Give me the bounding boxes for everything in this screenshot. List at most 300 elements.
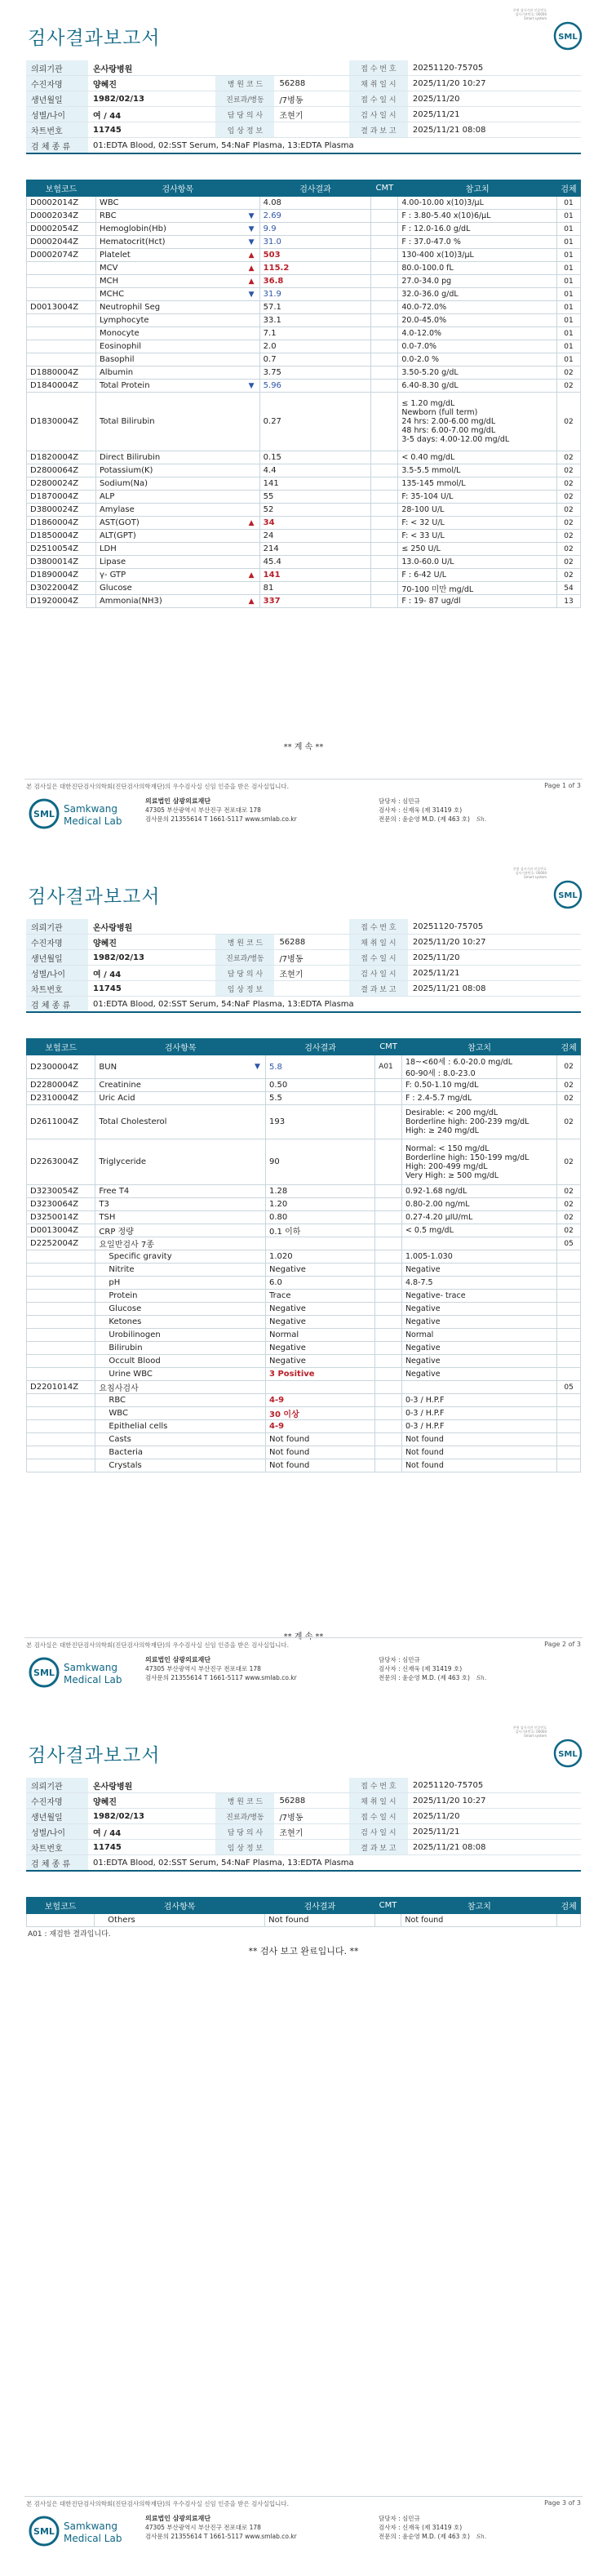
result-row: [27, 556, 581, 569]
test-item: 요침사검사: [95, 1381, 266, 1394]
test-item: WBC: [95, 197, 259, 210]
lab-address: [145, 1655, 297, 1682]
result-row: [27, 1250, 581, 1264]
test-item: Specific gravity: [95, 1250, 266, 1264]
insurance-code: D1820004Z: [27, 451, 96, 464]
test-item: MCV: [95, 262, 259, 275]
info-value-chart: 11745: [88, 122, 215, 138]
info-label: 임 상 정 보: [215, 981, 274, 997]
column-header: 검사결과: [259, 180, 371, 197]
insurance-code: D0013004Z: [27, 1224, 95, 1237]
insurance-code: D1850004Z: [27, 530, 96, 543]
insurance-code: D2800064Z: [27, 464, 96, 477]
certification-line: 본원 검사기관 인증번호: [512, 1725, 547, 1730]
info-label: 결 과 보 고: [349, 1840, 408, 1855]
reference-range: 3.5-5.5 mmol/L: [398, 464, 557, 477]
comment-code: [371, 275, 398, 288]
comment-code: [371, 301, 398, 314]
test-item: Direct Bilirubin: [95, 451, 259, 464]
info-value-clinical: [274, 122, 348, 138]
reference-range: Normal: < 150 mg/dL Borderline high: 150-199 mg/dL High: 200-499 mg/dL Very High: ≥ 500 mg/dL: [401, 1139, 556, 1185]
result-row: [27, 1139, 581, 1185]
test-result: [266, 1290, 375, 1303]
comment-code: [375, 1459, 402, 1472]
result-value: Negative: [269, 1265, 306, 1274]
insurance-code: D1830004Z: [27, 393, 96, 451]
column-header: 검사항목: [95, 1898, 265, 1914]
insurance-code: [27, 1264, 95, 1277]
result-value: Not found: [269, 1461, 310, 1470]
result-value: 0.15: [263, 453, 281, 462]
result-value: 30 이상: [269, 1410, 299, 1419]
insurance-code: D3250014Z: [27, 1211, 95, 1224]
info-value-collect: 2025/11/20 10:27: [408, 935, 581, 950]
comment-code: [375, 1342, 402, 1355]
lab-name: 의료법인 삼광의료재단: [145, 2515, 211, 2522]
reference-range: Negative: [401, 1303, 556, 1316]
test-result: [248, 380, 371, 393]
test-result: [266, 1105, 375, 1139]
staff-tester: 검사자 : 신재욱 (제 31419 호): [379, 2524, 463, 2531]
test-result: [259, 393, 371, 451]
reference-range: 6.40-8.30 g/dL: [398, 380, 557, 393]
result-value: Negative: [269, 1357, 306, 1366]
certification-note: 본 검사실은 대한진단검사의학회(진단검사의학재단)의 우수검사실 신임 인증을 받은 검사실입니다.: [26, 2500, 289, 2507]
comment-code: [371, 569, 398, 582]
info-label: 검 체 종 류: [26, 138, 88, 154]
high-arrow-icon: ▲: [248, 518, 255, 527]
test-result: [266, 1139, 375, 1185]
info-row: [26, 1824, 581, 1840]
test-item: Potassium(K): [95, 464, 259, 477]
reference-range: 0-3 / H.P.F: [401, 1420, 556, 1433]
test-result: [266, 1433, 375, 1446]
test-result: [248, 595, 371, 608]
result-value: 3 Positive: [269, 1370, 315, 1379]
result-row: [27, 1368, 581, 1381]
info-value-empty: [274, 919, 348, 935]
staff-tester: 검사자 : 신재욱 (제 31419 호): [379, 1665, 463, 1672]
comment-code: [371, 451, 398, 464]
test-result: [259, 197, 371, 210]
insurance-code: D0002054Z: [27, 223, 96, 236]
reference-range: Not found: [401, 1446, 556, 1459]
specimen-code: 02: [556, 517, 580, 530]
column-header: 검사항목: [95, 180, 259, 197]
test-result: [266, 1407, 375, 1420]
result-value: 52: [263, 505, 274, 514]
specimen-code: 02: [556, 556, 580, 569]
result-value: 1.28: [269, 1187, 288, 1196]
reference-range: 40.0-72.0%: [398, 301, 557, 314]
comment-code: [375, 1381, 402, 1394]
sml-circle-logo-icon: [553, 880, 583, 909]
insurance-code: D3800024Z: [27, 504, 96, 517]
info-value-patient: 양혜진: [88, 76, 215, 91]
test-result: [266, 1355, 375, 1368]
info-label: 접 수 일 시: [349, 1809, 408, 1824]
info-label: 결 과 보 고: [349, 122, 408, 138]
result-value: 0.80: [269, 1213, 288, 1222]
info-label: 검 사 일 시: [349, 107, 408, 122]
staff-signatures: [379, 1655, 486, 1682]
reference-range: 0.92-1.68 ng/dL: [401, 1185, 556, 1198]
info-label: 담 당 의 사: [215, 1824, 274, 1840]
reference-range: Negative: [401, 1355, 556, 1368]
comment-code: [375, 1185, 402, 1198]
result-value: 6.0: [269, 1278, 282, 1287]
insurance-code: D2252004Z: [27, 1237, 95, 1250]
result-row: [27, 491, 581, 504]
info-row: [26, 122, 581, 138]
specimen-types: 01:EDTA Blood, 02:SST Serum, 54:NaF Plasma, 13:EDTA Plasma: [88, 1855, 581, 1872]
comment-code: [374, 1914, 401, 1927]
specimen-code: 02: [557, 1224, 581, 1237]
specimen-code: [557, 1433, 581, 1446]
results-header-row: [27, 1898, 581, 1914]
page-number: Page 2 of 3: [544, 1641, 581, 1648]
high-arrow-icon: ▲: [248, 251, 255, 260]
reference-range: Not found: [401, 1459, 556, 1472]
info-label-empty: [215, 919, 274, 935]
info-value-dob: 1982/02/13: [88, 91, 215, 107]
test-result: [266, 1368, 375, 1381]
reference-range: 13.0-60.0 U/L: [398, 556, 557, 569]
test-result: [266, 1316, 375, 1329]
comment-code: [375, 1250, 402, 1264]
specimen-types: 01:EDTA Blood, 02:SST Serum, 54:NaF Plasma, 13:EDTA Plasma: [88, 138, 581, 154]
test-item: γ- GTP: [95, 569, 259, 582]
results-header-row: [27, 180, 581, 197]
specimen-code: [557, 1355, 581, 1368]
insurance-code: [27, 340, 96, 353]
test-result: [248, 249, 371, 262]
certification-line: 검사기관번호: 00000: [515, 871, 547, 875]
result-row: [27, 1316, 581, 1329]
result-value: Not found: [268, 1916, 309, 1925]
result-row: [27, 1092, 581, 1105]
staff-doctor: 전문의 : 윤순영 M.D. (제 463 호): [379, 2533, 470, 2540]
result-value: 0.1 이하: [269, 1228, 301, 1237]
insurance-code: D0002044Z: [27, 236, 96, 249]
result-value: 55: [263, 492, 274, 501]
svg-text:Medical Lab: Medical Lab: [64, 1674, 122, 1686]
insurance-code: D2280004Z: [27, 1079, 95, 1092]
reference-range: 32.0-36.0 g/dL: [398, 288, 557, 301]
info-value-dob: 1982/02/13: [88, 950, 215, 966]
comment-code: [371, 262, 398, 275]
reference-range: F: < 32 U/L: [398, 517, 557, 530]
comment-code: [371, 464, 398, 477]
insurance-code: [27, 353, 96, 366]
info-label: 성별/나이: [26, 966, 88, 981]
low-arrow-icon: ▼: [248, 238, 255, 246]
comment-code: [371, 517, 398, 530]
test-item: Glucose: [95, 582, 259, 595]
info-value-sexage: 여 / 44: [88, 1824, 215, 1840]
info-value-doctor: 조현기: [274, 107, 348, 122]
info-value-collect: 2025/11/20 10:27: [408, 76, 581, 91]
result-value: 9.9: [263, 224, 277, 233]
result-row: [27, 262, 581, 275]
result-value: 90: [269, 1157, 280, 1166]
specimen-code: 54: [556, 582, 580, 595]
result-row: [27, 1446, 581, 1459]
info-label: 병 원 코 드: [215, 76, 274, 91]
comment-code: [371, 223, 398, 236]
result-value: 115.2: [263, 264, 290, 273]
info-label: 임 상 정 보: [215, 122, 274, 138]
result-value: Not found: [269, 1448, 310, 1457]
specimen-code: [557, 1446, 581, 1459]
insurance-code: D1920004Z: [27, 595, 96, 608]
column-header: 검체: [556, 180, 580, 197]
comment-code: [371, 504, 398, 517]
info-label: 수진자명: [26, 1793, 88, 1809]
comment-code: [371, 353, 398, 366]
report-page-2: [0, 859, 607, 1717]
insurance-code: [27, 327, 96, 340]
info-value-patient: 양혜진: [88, 935, 215, 950]
certification-line: Smart system: [524, 875, 547, 879]
result-row: [27, 197, 581, 210]
reference-range: F: 35-104 U/L: [398, 491, 557, 504]
info-label: 차트번호: [26, 1840, 88, 1855]
result-value: 33.1: [263, 316, 281, 325]
test-result: [266, 1277, 375, 1290]
result-row: [27, 340, 581, 353]
specimen-code: [557, 1459, 581, 1472]
specimen-code: 02: [556, 491, 580, 504]
continued-label: ** 계 속 **: [283, 743, 324, 752]
specimen-code: 01: [556, 353, 580, 366]
specimen-code: 01: [556, 262, 580, 275]
svg-text:Medical Lab: Medical Lab: [64, 815, 122, 827]
specimen-code: 01: [556, 288, 580, 301]
insurance-code: [27, 314, 96, 327]
result-row: [27, 1303, 581, 1316]
specimen-code: 02: [557, 1105, 581, 1139]
specimen-code: 02: [557, 1079, 581, 1092]
reference-range: 18~<60세 : 6.0-20.0 mg/dL 60-90세 : 8.0-23.0: [401, 1055, 556, 1079]
specimen-code: 02: [556, 380, 580, 393]
result-value: 5.96: [263, 381, 281, 390]
info-value-empty: [274, 60, 348, 76]
reference-range: 135-145 mmol/L: [398, 477, 557, 491]
info-label: 생년월일: [26, 91, 88, 107]
insurance-code: D2201014Z: [27, 1381, 95, 1394]
reference-range: < 0.5 mg/dL: [401, 1224, 556, 1237]
info-row: [26, 966, 581, 981]
test-result: [259, 464, 371, 477]
comment-code: [371, 327, 398, 340]
test-result: [259, 451, 371, 464]
specimen-code: 02: [557, 1055, 581, 1079]
result-value: 31.9: [263, 290, 281, 299]
sml-circle-logo-icon: [553, 21, 583, 51]
certification-line: 본원 검사기관 인증번호: [512, 867, 547, 871]
specimen-code: [557, 1264, 581, 1277]
staff-doctor: 전문의 : 윤순영 M.D. (제 463 호): [379, 1674, 470, 1681]
test-result: [266, 1211, 375, 1224]
test-result: [266, 1092, 375, 1105]
result-row: [27, 582, 581, 595]
result-row: [27, 1264, 581, 1277]
result-row: [27, 1277, 581, 1290]
specimen-code: 02: [557, 1092, 581, 1105]
result-row: [27, 451, 581, 464]
reference-range: 0-3 / H.P.F: [401, 1407, 556, 1420]
low-arrow-icon: ▼: [248, 290, 255, 299]
result-value: 4-9: [269, 1396, 285, 1405]
test-item: RBC: [95, 1394, 266, 1407]
column-header: 보험코드: [27, 1039, 95, 1055]
result-row: [27, 1914, 581, 1927]
info-label: 진료과/병동: [215, 91, 274, 107]
result-row: [27, 1105, 581, 1139]
info-row: [26, 107, 581, 122]
staff-manager: 담당자 : 심민규: [379, 1656, 420, 1663]
comment-code: [375, 1446, 402, 1459]
specimen-code: 05: [557, 1381, 581, 1394]
reference-range: F : 12.0-16.0 g/dL: [398, 223, 557, 236]
result-row: [27, 543, 581, 556]
info-label: 의뢰기관: [26, 60, 88, 76]
doctor-signature: Sh.: [476, 1674, 487, 1681]
reference-range: 3.50-5.20 g/dL: [398, 366, 557, 380]
test-item: Monocyte: [95, 327, 259, 340]
info-value-dob: 1982/02/13: [88, 1809, 215, 1824]
result-row: [27, 249, 581, 262]
insurance-code: D1890004Z: [27, 569, 96, 582]
svg-text:SML: SML: [558, 33, 578, 42]
report-page-3: [0, 1717, 607, 2576]
specimen-code: [557, 1914, 581, 1927]
test-result: [266, 1303, 375, 1316]
test-item: Urobilinogen: [95, 1329, 266, 1342]
result-row: [27, 569, 581, 582]
result-value: Negative: [269, 1304, 306, 1313]
test-result: [266, 1250, 375, 1264]
result-row: [27, 1198, 581, 1211]
result-row: [27, 314, 581, 327]
comment-code: [375, 1198, 402, 1211]
low-arrow-icon: ▼: [248, 211, 255, 220]
info-label: 채 취 일 시: [349, 76, 408, 91]
specimen-code: 01: [556, 314, 580, 327]
test-item: RBC: [95, 210, 259, 223]
comment-code: [375, 1105, 402, 1139]
column-header: 검사항목: [95, 1039, 266, 1055]
info-label: 접 수 번 호: [349, 1778, 408, 1793]
result-value: 4.4: [263, 466, 277, 475]
specimen-code: 02: [556, 530, 580, 543]
info-label: 진료과/병동: [215, 950, 274, 966]
page-title: 검사결과보고서: [28, 1745, 161, 1766]
results-header-row: [27, 1039, 581, 1055]
test-item: ALT(GPT): [95, 530, 259, 543]
insurance-code: [27, 1459, 95, 1472]
specimen-code: 01: [556, 327, 580, 340]
comment-code: [371, 340, 398, 353]
result-value: 57.1: [263, 303, 281, 312]
staff-manager: 담당자 : 심민규: [379, 2515, 420, 2522]
specimen-code: 01: [556, 275, 580, 288]
certification-note: 본 검사실은 대한진단검사의학회(진단검사의학재단)의 우수검사실 신임 인증을 받은 검사실입니다.: [26, 1641, 289, 1649]
info-label: 생년월일: [26, 1809, 88, 1824]
test-result: [259, 556, 371, 569]
result-row: [27, 1211, 581, 1224]
comment-code: [375, 1237, 402, 1250]
lab-name: 의료법인 삼광의료재단: [145, 797, 211, 805]
reference-range: 130-400 x(10)3/μL: [398, 249, 557, 262]
info-value-hospcode: 56288: [274, 76, 348, 91]
test-item: Epithelial cells: [95, 1420, 266, 1433]
insurance-code: [27, 1394, 95, 1407]
insurance-code: D3800014Z: [27, 556, 96, 569]
insurance-code: [27, 1290, 95, 1303]
certification-line: Smart system: [524, 16, 547, 20]
reference-range: ≤ 1.20 mg/dL Newborn (full term) 24 hrs: 2.00-6.00 mg/dL 48 hrs: 6.00-7.00 mg/dL 3-5 days: 4.00-12.00 mg/dL: [398, 393, 557, 451]
reference-range: 27.0-34.0 pg: [398, 275, 557, 288]
insurance-code: D2611004Z: [27, 1105, 95, 1139]
info-value-institution: 온사랑병원: [88, 1778, 215, 1793]
comment-code: [375, 1139, 402, 1185]
reference-range: 4.0-12.0%: [398, 327, 557, 340]
info-label: 병 원 코 드: [215, 935, 274, 950]
result-value: Negative: [269, 1344, 306, 1352]
comment-code: [375, 1420, 402, 1433]
test-result: [248, 569, 371, 582]
result-row: [27, 327, 581, 340]
comment-code: [371, 556, 398, 569]
info-value-dept: /7병동: [274, 91, 348, 107]
patient-info-table: [26, 919, 581, 1013]
comment-code: [375, 1224, 402, 1237]
column-header: 보험코드: [27, 180, 96, 197]
reference-range: F : 37.0-47.0 %: [398, 236, 557, 249]
info-row: [26, 91, 581, 107]
test-result: [248, 236, 371, 249]
lab-street: 47305 부산광역시 부산진구 전포대로 178: [145, 1665, 261, 1672]
column-header: CMT: [375, 1039, 402, 1055]
specimen-code: 02: [557, 1185, 581, 1198]
info-label: 임 상 정 보: [215, 1840, 274, 1855]
info-row: [26, 1793, 581, 1809]
comment-code: [371, 210, 398, 223]
lab-street: 47305 부산광역시 부산진구 전포대로 178: [145, 2524, 261, 2531]
result-value: 193: [269, 1117, 286, 1126]
comment-code: [375, 1355, 402, 1368]
specimen-code: [557, 1407, 581, 1420]
info-label: 검 사 일 시: [349, 1824, 408, 1840]
info-value-report: 2025/11/21 08:08: [408, 1840, 581, 1855]
reference-range: Negative: [401, 1316, 556, 1329]
info-row: [26, 981, 581, 997]
insurance-code: D1840004Z: [27, 380, 96, 393]
specimen-code: 13: [556, 595, 580, 608]
info-value-doctor: 조현기: [274, 1824, 348, 1840]
reference-range: 80.0-100.0 fL: [398, 262, 557, 275]
specimen-code: 02: [556, 451, 580, 464]
patient-info-table: [26, 1778, 581, 1872]
info-label: 성별/나이: [26, 1824, 88, 1840]
specimen-code: 01: [556, 236, 580, 249]
test-result: [266, 1198, 375, 1211]
svg-text:SML: SML: [558, 891, 578, 900]
staff-tester: 검사자 : 신재욱 (제 31419 호): [379, 806, 463, 814]
result-row: [27, 288, 581, 301]
